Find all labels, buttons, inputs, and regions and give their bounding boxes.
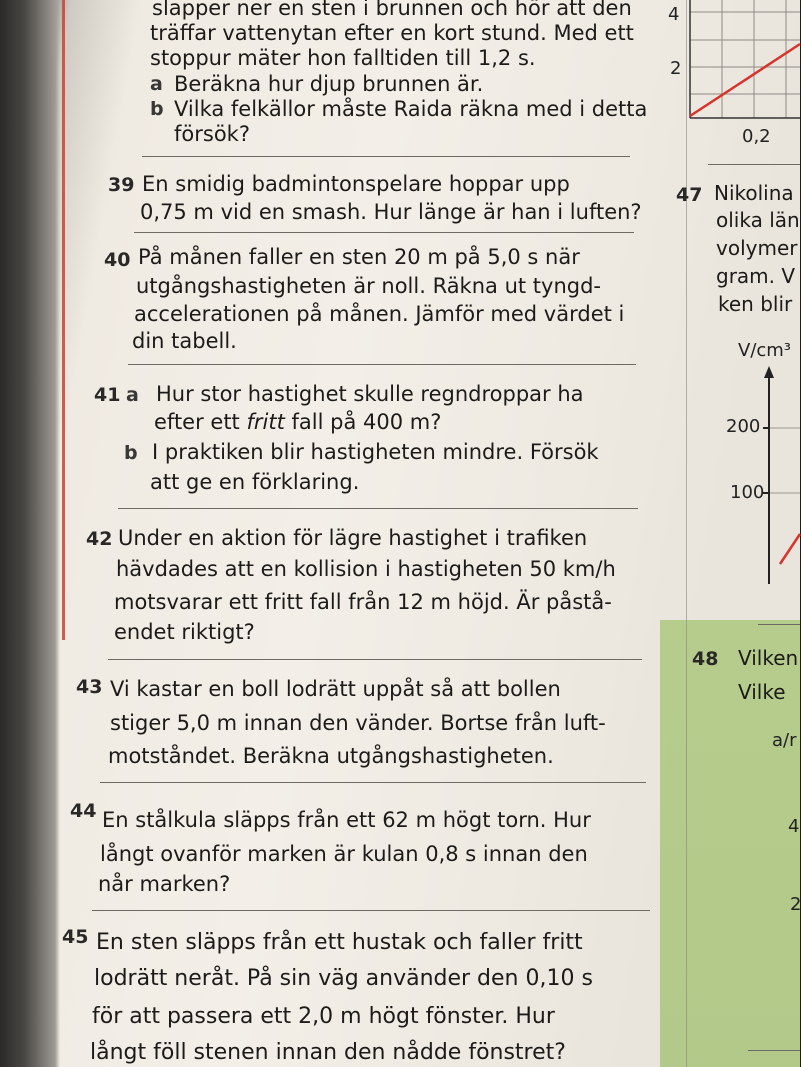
q39-line-2: 0,75 m vid en smash. Hur länge är han i luften? (140, 200, 642, 224)
graph-1-ytick-4: 4 (668, 4, 680, 25)
graph-1-svg (686, 0, 800, 120)
q41b-label: b (124, 442, 138, 464)
column-divider (686, 0, 687, 1067)
q48-number: 48 (692, 648, 719, 670)
q41a-line-2: efter ett fritt fall på 400 m? (154, 410, 442, 434)
graph-3-tick-4: 4 (788, 816, 800, 837)
q43-line-3: motståndet. Beräkna utgångshastigheten. (108, 744, 554, 768)
q41b-line-1: I praktiken blir hastigheten mindre. Försök (152, 440, 599, 464)
q39-line-1: En smidig badmintonspelare hoppar upp (142, 172, 570, 196)
q42-line-4: endet riktigt? (114, 620, 255, 644)
q38-line-3: stoppur mäter hon falltiden till 1,2 s. (150, 46, 536, 70)
q40-line-3: accelerationen på månen. Jämför med värdet i (134, 302, 625, 326)
graph-3-ylabel: a/r (772, 730, 797, 751)
divider-43 (100, 782, 646, 783)
q38-line-1: slapper ner en sten i brunnen och hör att den (152, 0, 632, 20)
q38a-label: a (150, 73, 163, 95)
graph-1-divider (708, 164, 800, 165)
q48-line-1: Vilken (738, 646, 799, 670)
graph-2-ytick-100: 100 (730, 482, 765, 503)
graph-3-tick-2: 2 (790, 894, 801, 915)
q47-line-3: volymer (716, 236, 798, 260)
q42-number: 42 (86, 528, 113, 550)
graph-1-xtick: 0,2 (742, 126, 771, 147)
q43-line-1: Vi kastar en boll lodrätt uppåt så att bollen (110, 677, 561, 701)
q44-number: 44 (70, 800, 97, 822)
q44-line-2: långt ovanför marken är kulan 0,8 s innan den (100, 842, 588, 866)
q38a-text: Beräkna hur djup brunnen är. (174, 72, 484, 96)
q45-number: 45 (62, 926, 89, 948)
q47-line-5: ken blir (718, 292, 793, 316)
divider-38 (142, 156, 630, 157)
q45-line-3: för att passera ett 2,0 m högt fönster. Hur (92, 1004, 555, 1029)
graph-2-svg (760, 364, 800, 584)
q41a-line-1: Hur stor hastighet skulle regndroppar ha (156, 382, 584, 406)
q45-line-4: långt föll stenen innan den nådde fönstret? (90, 1040, 566, 1065)
margin-red-line (62, 0, 65, 640)
q41b-line-2: att ge en förklaring. (150, 470, 360, 494)
q43-line-2: stiger 5,0 m innan den vänder. Bortse från luft- (110, 711, 606, 735)
q41-number: 41 (94, 384, 121, 406)
book-spine-shadow (0, 0, 60, 1067)
q42-line-3: motsvarar ett fritt fall från 12 m höjd. Är påstå- (114, 590, 612, 614)
divider-44 (92, 910, 650, 911)
q38-line-2: träffar vattenytan efter en kort stund. Med ett (150, 21, 634, 45)
q47-line-2: olika län (716, 208, 800, 232)
divider-39 (134, 232, 634, 233)
divider-40 (128, 364, 636, 365)
q42-line-2: hävdades att en kollision i hastigheten 50 km/h (116, 557, 616, 581)
divider-42 (108, 659, 642, 660)
graph-3-divider (748, 1050, 800, 1051)
q44-line-1: En stålkula släpps från ett 62 m högt torn. Hur (102, 808, 591, 832)
q40-number: 40 (104, 249, 131, 271)
graph-1-ytick-2: 2 (670, 58, 682, 79)
q40-line-1: På månen faller en sten 20 m på 5,0 s när (138, 245, 580, 269)
q41a-label: a (126, 384, 139, 406)
graph-2-ytick-200: 200 (726, 416, 761, 437)
q47-line-4: gram. V (716, 264, 796, 288)
graph-2-divider (758, 624, 800, 625)
q43-number: 43 (76, 676, 103, 698)
graph-2-ylabel: V/cm³ (738, 340, 792, 361)
graph-1-grid (690, 0, 800, 118)
q45-line-2: lodrätt neråt. På sin väg använder den 0,10 s (94, 966, 593, 991)
divider-41 (118, 508, 638, 509)
q40-line-2: utgångshastigheten är noll. Räkna ut tyngd- (136, 274, 602, 298)
q48-line-2: Vilke (738, 680, 786, 704)
q40-line-4: din tabell. (132, 329, 237, 353)
q41a-emphasis: fritt (246, 410, 285, 434)
q39-number: 39 (108, 174, 135, 196)
q47-number: 47 (676, 184, 703, 206)
q38b-line-2: försök? (174, 122, 250, 146)
q38b-label: b (150, 98, 164, 120)
q45-line-1: En sten släpps från ett hustak och faller fritt (96, 930, 583, 955)
q44-line-3: når marken? (98, 872, 231, 896)
q38b-line-1: Vilka felkällor måste Raida räkna med i detta (174, 97, 648, 121)
graph-1-line (690, 44, 800, 116)
q42-line-1: Under en aktion för lägre hastighet i trafiken (118, 526, 588, 550)
q47-line-1: Nikolina (714, 181, 794, 205)
